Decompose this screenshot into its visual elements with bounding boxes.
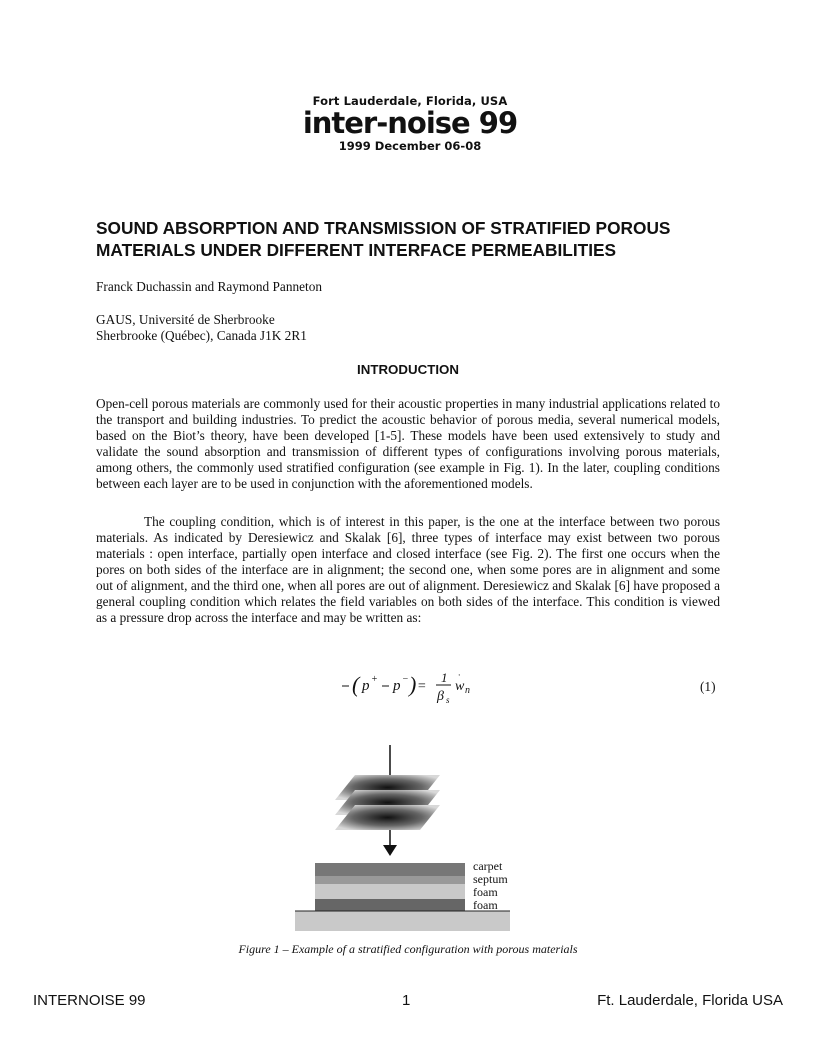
layer-carpet xyxy=(315,863,465,876)
figure-1-caption: Figure 1 – Example of a stratified configuration with porous materials xyxy=(238,942,578,956)
layer-foam-1 xyxy=(315,884,465,899)
conference-logo xyxy=(300,94,520,153)
paragraph-2: The coupling condition, which is of interest in this paper, is the one at the interface between two porous materials. As indicated by Deresiewicz and Skalak [6], three types of interface may exist between two porous materials : open interface, partially open interface and closed interface (see Fig. 2). The first one occurs when the pores on both sides of the interface are in alignment; the second one, when some pores are in alignment and some out of alignment, and the third one, when all pores are out of alignment. Deresiewicz and Skalak [6] have proposed a general coupling condition which relates the field variables on both sides of the interface. This condition is viewed as a pressure drop across the interface and may be written as: xyxy=(96,514,720,625)
footer-page-number: 1 xyxy=(402,992,411,1009)
paper-title: SOUND ABSORPTION AND TRANSMISSION OF STRATIFIED POROUS MATERIALS UNDER DIFFERENT INTERFACE PERMEABILITIES xyxy=(96,218,671,260)
figure-1 xyxy=(285,745,525,935)
affiliation-line-1: GAUS, Université de Sherbrooke xyxy=(96,312,275,327)
section-heading: INTRODUCTION xyxy=(357,362,459,377)
svg-text:p: p xyxy=(362,678,370,694)
svg-text:(: ( xyxy=(352,672,360,697)
svg-text:+: + xyxy=(371,674,378,685)
svg-text:p: p xyxy=(393,678,401,694)
paragraph-1: Open-cell porous materials are commonly used for their acoustic properties in many industrial applications related to the transport and building industries. To predict the acoustic behavior of porous media, several numerical models, based on the Biot’s theory, have been developed [1-5]. These models have been used extensively to study and validate the sound absorption and transmission of different types of configurations involving porous materials, among others, the commonly used stratified configuration (see example in Fig. 1). In the later, coupling conditions between each layer are to be used in conjunction with the aforementioned models. xyxy=(96,396,720,491)
svg-text:n: n xyxy=(465,685,470,696)
equation-1 xyxy=(340,666,480,706)
svg-text:1: 1 xyxy=(441,670,448,685)
svg-text:w: w xyxy=(455,679,465,694)
footer-location: Ft. Lauderdale, Florida USA xyxy=(597,992,783,1009)
layer-septum xyxy=(315,876,465,884)
layer-label-carpet: carpet xyxy=(473,859,503,873)
layer-label-septum: septum xyxy=(473,872,508,886)
paper-authors: Franck Duchassin and Raymond Panneton xyxy=(96,279,323,294)
svg-text:s: s xyxy=(446,695,450,705)
conference-brand: inter-noise 99 xyxy=(302,106,518,140)
svg-text:·: · xyxy=(458,670,461,680)
conference-date: 1999 December 06-08 xyxy=(338,139,482,153)
base-plate xyxy=(295,911,510,931)
layer-foam-2 xyxy=(315,899,465,911)
layer-label-foam-2: foam xyxy=(473,898,498,912)
svg-text:): ) xyxy=(409,672,417,697)
svg-text:β: β xyxy=(437,689,444,704)
affiliation-line-2: Sherbrooke (Québec), Canada J1K 2R1 xyxy=(96,328,307,343)
arrow-head-icon xyxy=(383,845,397,856)
equation-number: (1) xyxy=(700,679,716,694)
svg-text:=: = xyxy=(417,679,427,694)
affiliation xyxy=(96,312,307,344)
conference-location: Fort Lauderdale, Florida, USA xyxy=(312,94,508,108)
footer-conference: INTERNOISE 99 xyxy=(33,992,146,1009)
layer-label-foam-1: foam xyxy=(473,885,498,899)
svg-text:−: − xyxy=(402,674,409,685)
